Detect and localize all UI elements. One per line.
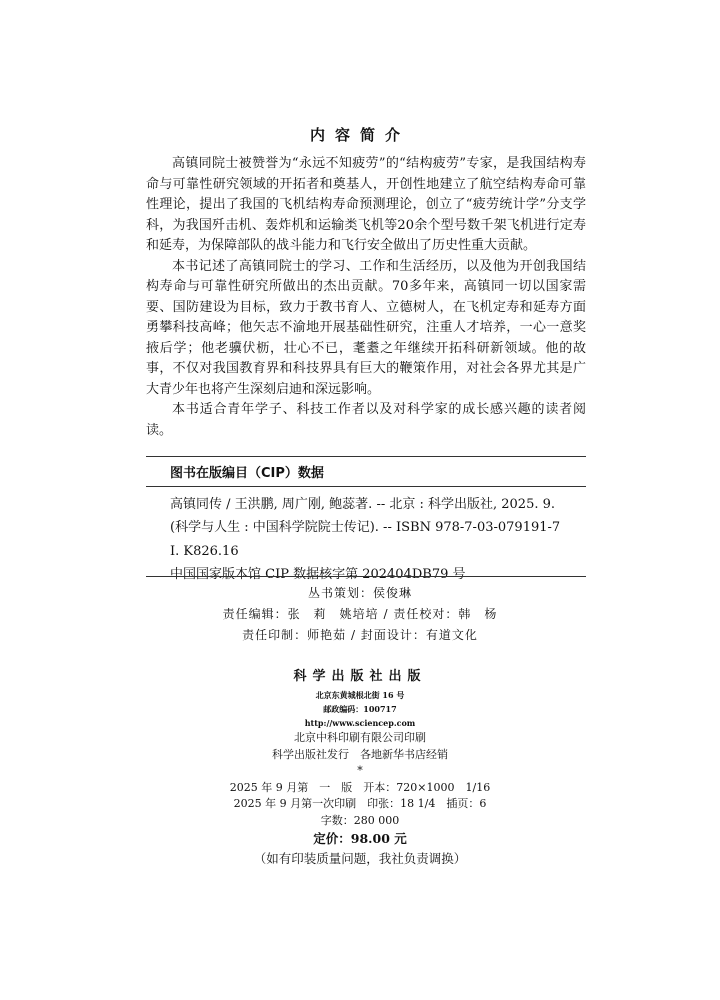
- imprint-block: [0, 666, 720, 869]
- cip-line-4: 中国国家版本馆 CIP 数据核字第 202404DB79 号: [170, 567, 466, 582]
- cip-top-rule: [146, 456, 586, 457]
- staff-credits: [0, 583, 720, 646]
- cip-heading: 图书在版编目（CIP）数据: [170, 466, 324, 481]
- distribution: 科学出版社发行 各地新华书店经销: [272, 747, 448, 761]
- intro-paragraph-2: 本书记述了高镇同院士的学习、工作和生活经历，以及他为开创我国结构寿命与可靠性研究所做出的杰出贡献。70多年来，高镇同一切以国家需要、国防建设为目标，致力于教书育人、立德树人，在飞机定寿和延寿方面勇攀科技高峰；他矢志不渝地开展基础性研究，注重人才培养，一心一意奖掖后学；他老骥伏枥，壮心不已，耄耋之年继续开拓科研新领域。他的故事，不仅对我国教育界和科技界具有巨大的鞭策作用，对社会各界尤其是广大青少年也将产生深刻启迪和深远影响。: [146, 258, 586, 397]
- printer: 北京中科印刷有限公司印刷: [294, 731, 426, 744]
- printing-cover-design: 责任印制：师艳茹 / 封面设计：有道文化: [242, 628, 478, 642]
- intro-body: [146, 154, 586, 441]
- series-planner: 丛书策划：侯俊琳: [307, 586, 412, 600]
- edition-info: 2025 年 9 月第 一 版 开本：720×1000 1/16: [229, 780, 491, 794]
- price: 定价：98.00 元: [313, 831, 407, 846]
- publisher-name: 科学出版社出版: [293, 669, 427, 684]
- intro-paragraph-3: 本书适合青年学子、科技工作者以及对科学家的成长感兴趣的读者阅读。: [146, 402, 586, 438]
- cip-line-2: (科学与人生 : 中国科学院院士传记). -- ISBN 978-7-03-079191-7: [170, 520, 561, 535]
- cip-line-1: 高镇同传 / 王洪鹏, 周广刚, 鲍蕊著. -- 北京 : 科学出版社, 2025. 9.: [170, 496, 556, 512]
- cip-bottom-rule: [146, 576, 586, 577]
- word-count: 字数：280 000: [320, 813, 400, 827]
- intro-title: 内容简介: [309, 126, 410, 144]
- cip-line-3: Ⅰ. K826.16: [170, 543, 239, 559]
- publisher-address: 北京东黄城根北街 16 号: [315, 690, 405, 700]
- editors-proofreader: 责任编辑：张 莉 姚培培 / 责任校对：韩 杨: [222, 607, 498, 621]
- intro-paragraph-1: 高镇同院士被赞誉为“永远不知疲劳”的“结构疲劳”专家，是我国结构寿命与可靠性研究领域的开拓者和奠基人，开创性地建立了航空结构寿命可靠性理论，提出了我国的飞机结构寿命预测理论，创立了“疲劳统计学”分支学科，为我国歼击机、轰炸机和运输类飞机等20余个型号数千架飞机进行定寿和延寿，为保障部队的战斗能力和飞行安全做出了历史性重大贡献。: [146, 156, 586, 253]
- cip-block: [170, 462, 580, 587]
- printing-info: 2025 年 9 月第一次印刷 印张：18 1/4 插页：6: [233, 797, 487, 810]
- quality-note: （如有印装质量问题，我社负责调换）: [253, 851, 467, 866]
- publisher-postcode: 邮政编码：100717: [323, 704, 397, 714]
- separator-star: *: [357, 764, 363, 777]
- publisher-website: http://www.sciencep.com: [304, 718, 416, 728]
